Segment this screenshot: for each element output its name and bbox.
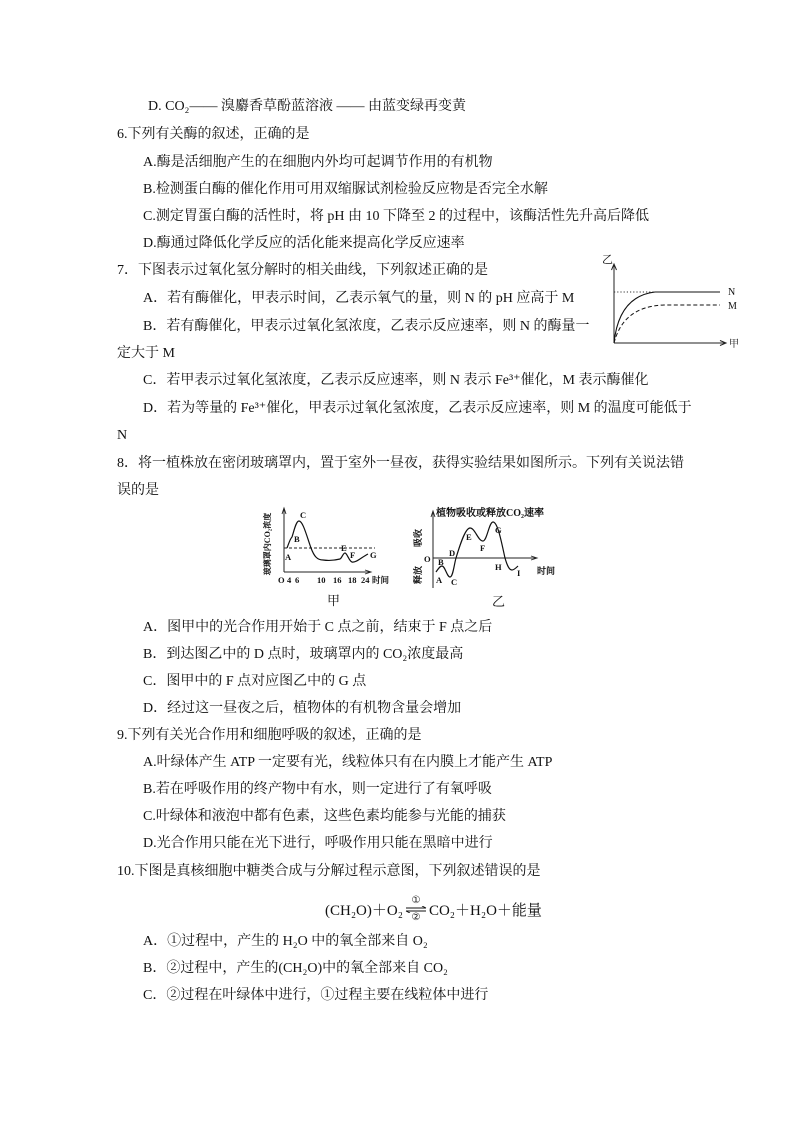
yi-point-b: B	[438, 557, 444, 567]
q7-option-d-line1: D．若为等量的 Fe³⁺催化，甲表示过氧化氢浓度，乙表示反应速率，则 M 的温度可能低于	[143, 401, 692, 416]
q7-curve-n	[614, 292, 720, 343]
yi-point-a: A	[436, 575, 443, 585]
q8-option-c: C．图甲中的 F 点对应图乙中的 G 点	[143, 674, 367, 689]
q7-option-b-line1: B．若有酶催化，甲表示过氧化氢浓度，乙表示反应速率，则 N 的酶量一	[143, 319, 590, 334]
jia-x-axis-label: 时间	[372, 575, 390, 585]
yi-point-h: H	[495, 562, 502, 572]
q7-option-b-line2: 定大于 M	[117, 346, 175, 361]
jia-x-tick: 16	[333, 575, 342, 585]
yi-point-f: F	[480, 543, 486, 553]
q10-option-a: A．①过程中，产生的 H₂O 中的氧全部来自 O₂	[143, 934, 428, 949]
forward-process-label: ①	[411, 894, 421, 906]
jia-point-f: F	[350, 550, 356, 560]
q8-stem-line1: 8．将一植株放在密闭玻璃罩内，置于室外一昼夜，获得实验结果如图所示。下列有关说法错	[117, 456, 684, 471]
jia-x-tick: 24	[361, 575, 370, 585]
jia-point-b: B	[294, 534, 300, 544]
equation-reactants: (CH₂O)＋O₂	[325, 902, 403, 919]
q6-option-b: B.检测蛋白酶的催化作用可用双缩脲试剂检验反应物是否完全水解	[143, 182, 548, 197]
q7-curve-m	[614, 305, 720, 343]
q10-option-c: C．②过程在叶绿体中进行，①过程主要在线粒体中进行	[143, 988, 489, 1003]
yi-release-label: 释放	[413, 565, 424, 585]
jia-point-a: A	[285, 552, 292, 562]
q6-option-a: A.酶是活细胞产生的在细胞内外均可起调节作用的有机物	[143, 155, 493, 170]
q8-stem-line2: 误的是	[117, 483, 159, 498]
q9-option-b: B.若在呼吸作用的终产物中有水，则一定进行了有氧呼吸	[143, 782, 492, 797]
reversible-arrow	[404, 896, 428, 923]
q6-option-d: D.酶通过降低化学反应的活化能来提高化学反应速率	[143, 236, 465, 251]
q8-figure-jia	[260, 503, 392, 591]
jia-x-tick: 6	[295, 575, 300, 585]
jia-origin-label: O	[278, 575, 285, 585]
q8-option-a: A．图甲中的光合作用开始于 C 点之前，结束于 F 点之后	[143, 620, 493, 635]
q8-option-b: B．到达图乙中的 D 点时，玻璃罩内的 CO₂浓度最高	[143, 647, 464, 662]
q10-option-b: B．②过程中，产生的(CH₂O)中的氧全部来自 CO₂	[143, 961, 448, 976]
q9-option-c: C.叶绿体和液泡中都有色素，这些色素均能参与光能的捕获	[143, 809, 506, 824]
jia-point-g: G	[370, 550, 377, 560]
yi-point-d: D	[449, 548, 456, 558]
yi-absorb-label: 吸收	[413, 528, 424, 548]
q7-y-axis-label: 乙	[602, 254, 613, 266]
q9-option-a: A.叶绿体产生 ATP 一定要有光，线粒体只有在内膜上才能产生 ATP	[143, 755, 553, 770]
yi-origin-label: O	[424, 554, 431, 564]
yi-point-c: C	[451, 577, 458, 587]
jia-point-e: E	[341, 543, 347, 553]
q7-option-d-line2: N	[117, 428, 128, 443]
yi-point-e: E	[466, 532, 472, 542]
jia-x-tick: 10	[317, 575, 326, 585]
q7-stem: 7．下图表示过氧化氢分解时的相关曲线，下列叙述正确的是	[117, 263, 488, 278]
q10-stem: 10.下图是真核细胞中糖类合成与分解过程示意图，下列叙述错误的是	[117, 864, 541, 879]
yi-chart-title: 植物吸收或释放CO₂速率	[436, 508, 544, 519]
q8-option-d: D．经过这一昼夜之后，植物体的有机物含量会增加	[143, 701, 462, 716]
yi-x-axis-label: 时间	[537, 566, 556, 576]
figure-yi-caption: 乙	[492, 594, 506, 609]
q6-stem: 6.下列有关酶的叙述，正确的是	[117, 127, 310, 142]
reverse-process-label: ②	[411, 911, 421, 923]
q7-option-a: A．若有酶催化，甲表示时间，乙表示氧气的量，则 N 的 pH 应高于 M	[143, 291, 575, 306]
q9-stem: 9.下列有关光合作用和细胞呼吸的叙述，正确的是	[117, 728, 422, 743]
jia-x-tick: 18	[348, 575, 357, 585]
jia-x-tick: 4	[287, 575, 292, 585]
jia-point-c: C	[300, 510, 307, 520]
equation-products: CO₂＋H₂O＋能量	[428, 902, 542, 919]
q7-curve-m-label: M	[728, 301, 737, 312]
figure-jia-caption: 甲	[327, 593, 341, 608]
q7-curve-n-label: N	[728, 287, 736, 298]
q9-option-d: D.光合作用只能在光下进行，呼吸作用只能在黑暗中进行	[143, 836, 493, 851]
q7-x-axis-label: 甲	[729, 339, 739, 350]
q5-option-d: D. CO₂—— 溴麝香草酚蓝溶液 —— 由蓝变绿再变黄	[148, 99, 466, 114]
q7-option-c: C．若甲表示过氧化氢浓度，乙表示反应速率，则 N 表示 Fe³⁺催化，M 表示酶催化	[143, 373, 649, 388]
yi-point-i: I	[517, 568, 521, 578]
q10-equation	[325, 896, 542, 922]
yi-point-g: G	[495, 525, 502, 535]
jia-y-axis-label: 玻璃罩内CO₂浓度	[262, 512, 272, 576]
q6-option-c: C.测定胃蛋白酶的活性时，将 pH 由 10 下降至 2 的过程中，该酶活性先升高后降低	[143, 209, 649, 224]
q8-figure-yi	[405, 503, 563, 593]
q7-curve-graph	[598, 250, 744, 350]
